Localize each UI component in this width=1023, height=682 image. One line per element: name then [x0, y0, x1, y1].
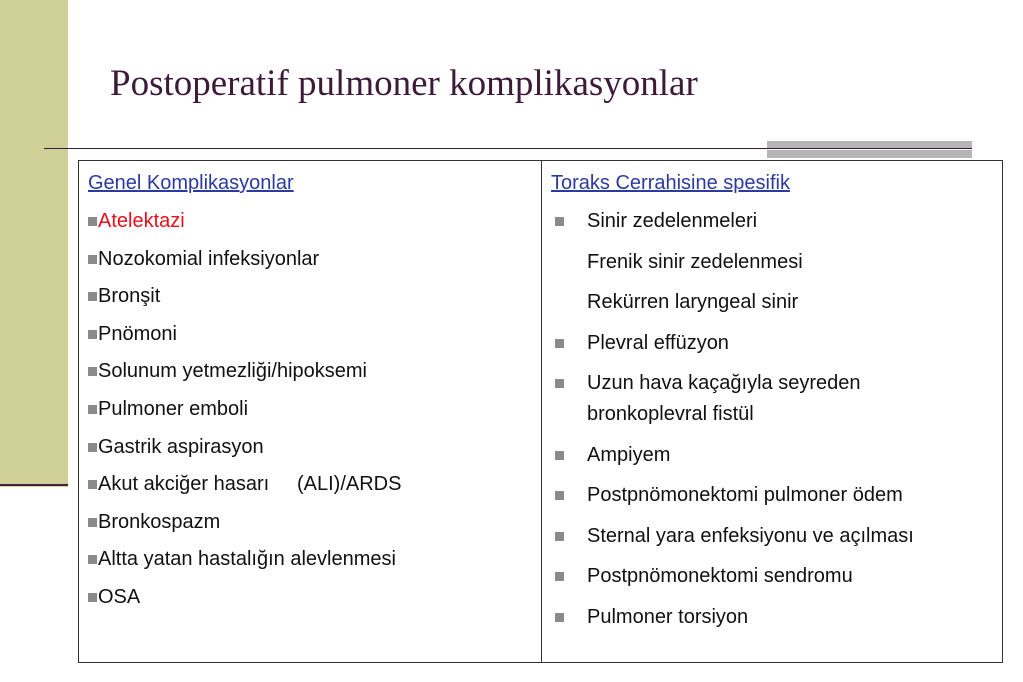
- title-accent-bar: [767, 141, 972, 148]
- list-subitem: Rekürren laryngeal sinir: [587, 291, 799, 313]
- bullet-square-icon: [555, 491, 564, 500]
- slide-title: Postoperatif pulmoner komplikasyonlar: [110, 63, 698, 104]
- list-item: Pulmoner torsiyon: [551, 604, 1002, 633]
- list-item: Altta yatan hastalığın alevlenmesi: [88, 546, 541, 584]
- bullet-square-icon: [88, 255, 97, 264]
- list-item: Nozokomial infeksiyonlar: [88, 246, 541, 284]
- list-item: Solunum yetmezliği/hipoksemi: [88, 358, 541, 396]
- list-item: Bronkospazm: [88, 509, 541, 547]
- bullet-square-icon: [555, 451, 564, 460]
- bullet-square-icon: [88, 480, 97, 489]
- bullet-square-icon: [555, 572, 564, 581]
- list-subitem: Frenik sinir zedelenmesi: [587, 250, 803, 273]
- bullet-square-icon: [555, 217, 564, 226]
- general-complications-heading[interactable]: Genel Komplikasyonlar: [88, 172, 294, 194]
- bullet-square-icon: [88, 405, 97, 414]
- list-item: Pnömoni: [88, 321, 541, 359]
- list-item: Uzun hava kaçağıyla seyreden bronkoplevral fistül: [551, 370, 1002, 430]
- bullet-square-icon: [88, 292, 97, 301]
- title-divider: [44, 148, 972, 149]
- list-item: Sternal yara enfeksiyonu ve açılması: [551, 523, 1002, 552]
- list-item: Bronşit: [88, 283, 541, 321]
- bullet-square-icon: [88, 555, 97, 564]
- list-item: Gastrik aspirasyon: [88, 434, 541, 472]
- thoracic-surgery-column: [542, 161, 1002, 662]
- bullet-square-icon: [88, 330, 97, 339]
- bullet-square-icon: [555, 379, 564, 388]
- list-item: Postpnömonektomi pulmoner ödem: [551, 482, 1002, 511]
- general-complications-column: [79, 161, 542, 662]
- bullet-square-icon: [88, 443, 97, 452]
- list-item: Sinir zedelenmeleri: [551, 208, 1002, 237]
- list-item: Pulmoner emboli: [88, 396, 541, 434]
- bullet-square-icon: [555, 613, 564, 622]
- title-accent-bar-lower: [767, 150, 972, 158]
- bullet-square-icon: [555, 532, 564, 541]
- bullet-square-icon: [88, 518, 97, 527]
- bullet-square-icon: [88, 367, 97, 376]
- list-item: Ampiyem: [551, 442, 1002, 471]
- list-item: Akut akciğer hasarı (ALI)/ARDS: [88, 471, 541, 509]
- thoracic-surgery-heading[interactable]: Toraks Cerrahisine spesifik: [551, 172, 790, 194]
- complications-table: [78, 160, 1003, 663]
- list-item: Plevral effüzyon: [551, 330, 1002, 359]
- sidebar-divider: [0, 484, 68, 486]
- bullet-square-icon: [555, 339, 564, 348]
- bullet-square-icon: [88, 217, 97, 226]
- list-item: Postpnömonektomi sendromu: [551, 563, 1002, 592]
- bullet-square-icon: [88, 593, 97, 602]
- decorative-sidebar: [0, 0, 68, 487]
- list-item: OSA: [88, 584, 541, 622]
- list-item: Atelektazi: [88, 208, 541, 246]
